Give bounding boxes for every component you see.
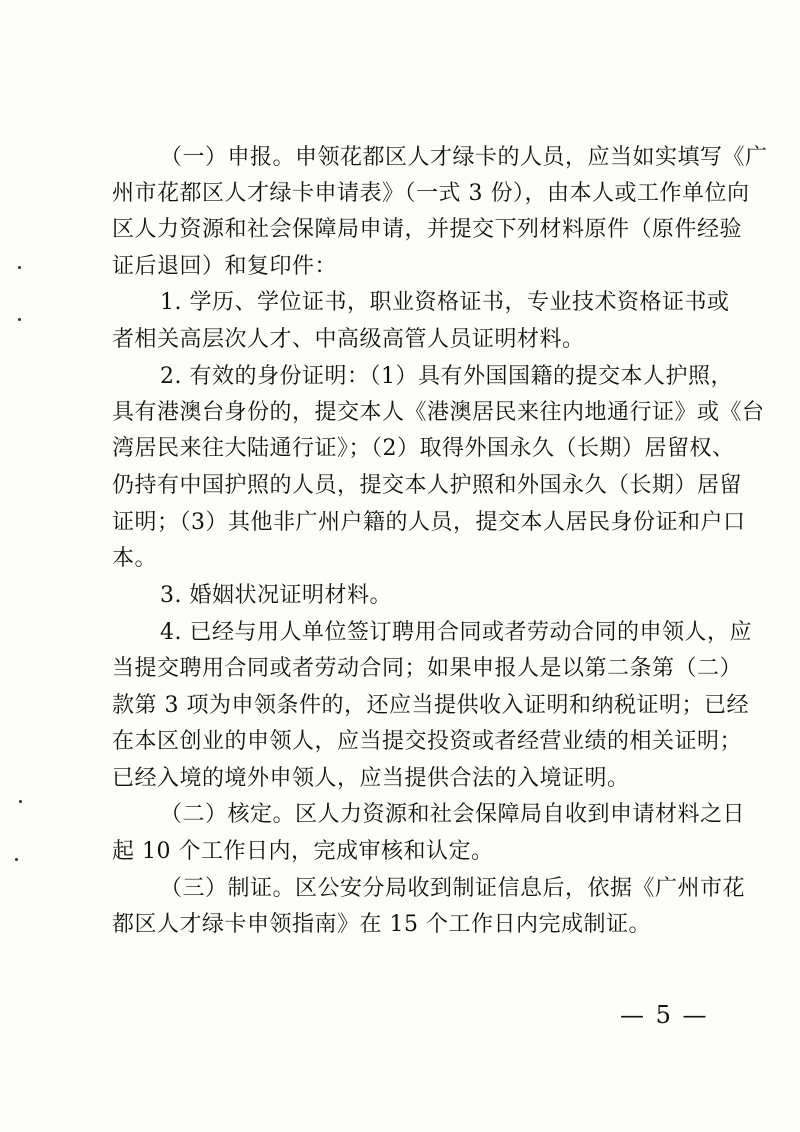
scan-speck — [18, 318, 21, 321]
text-line: 都区人才绿卡申领指南》在 15 个工作日内完成制证。 — [112, 912, 651, 937]
text-line: 具有港澳台身份的，提交本人《港澳居民来往内地通行证》或《台 — [112, 400, 765, 425]
text-line: 湾居民来往大陆通行证》；（2）取得外国永久（长期）居留权、 — [112, 436, 735, 461]
text-line: 已经入境的境外申领人，应当提供合法的入境证明。 — [112, 766, 630, 791]
scan-speck — [19, 800, 22, 803]
text-line: 者相关高层次人才、中高级高管人员证明材料。 — [112, 327, 585, 352]
text-line: （二）核定。区人力资源和社会保障局自收到申请材料之日 — [160, 802, 746, 827]
text-line: （一）申报。申领花都区人才绿卡的人员，应当如实填写《广 — [160, 145, 768, 170]
text-line: 3. 婚姻状况证明材料。 — [160, 583, 392, 608]
text-line: 证后退回）和复印件： — [112, 254, 338, 279]
text-line: 起 10 个工作日内，完成审核和认定。 — [112, 839, 494, 864]
text-line: 1. 学历、学位证书，职业资格证书，专业技术资格证书或 — [160, 290, 730, 315]
text-line: 2. 有效的身份证明：（1）具有外国国籍的提交本人护照， — [160, 364, 733, 389]
text-line: 款第 3 项为申领条件的，还应当提供收入证明和纳税证明；已经 — [112, 693, 749, 718]
text-line: 仍持有中国护照的人员，提交本人护照和外国永久（长期）居留 — [112, 473, 743, 498]
text-line: 本。 — [112, 546, 158, 571]
text-line: 在本区创业的申领人，应当提交投资或者经营业绩的相关证明； — [112, 729, 743, 754]
text-line: （三）制证。区公安分局收到制证信息后，依据《广州市花 — [160, 876, 746, 901]
text-line: 4. 已经与用人单位签订聘用合同或者劳动合同的申领人，应 — [160, 620, 752, 645]
scan-speck — [18, 266, 21, 269]
text-line: 当提交聘用合同或者劳动合同；如果申报人是以第二条第（二） — [112, 656, 743, 681]
page-number: — 5 — — [620, 1001, 709, 1029]
scan-speck — [15, 858, 18, 861]
text-line: 证明；（3）其他非广州户籍的人员，提交本人居民身份证和户口 — [112, 510, 746, 535]
text-line: 州市花都区人才绿卡申请表》（一式 3 份），由本人或工作单位向 — [112, 181, 750, 206]
text-line: 区人力资源和社会保障局申请，并提交下列材料原件（原件经验 — [112, 217, 743, 242]
